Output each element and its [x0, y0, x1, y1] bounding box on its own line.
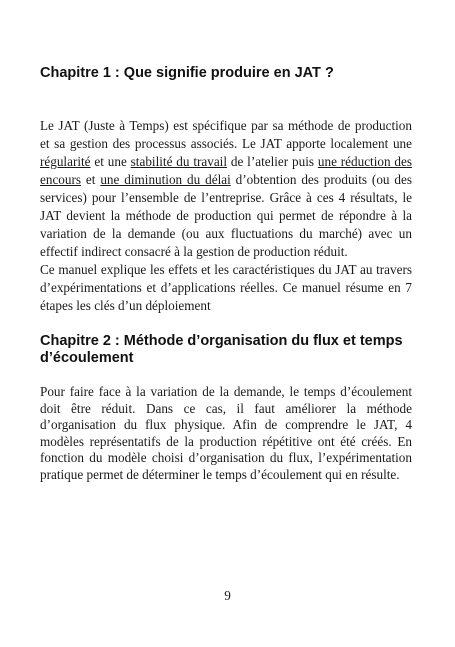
text-line	[40, 171, 412, 189]
text-line	[40, 153, 412, 171]
title-line: Chapitre 2 : Méthode d’organisation du flux et temps	[40, 333, 403, 349]
text-fragment: et	[81, 172, 101, 187]
text-line: Pour faire face à la variation de la demande, le temps d’écoulement	[40, 384, 412, 399]
chapter-2-paragraph-1	[40, 384, 412, 483]
page-number: 9	[224, 588, 231, 603]
text-line: étapes les clés d’un déploiement	[40, 298, 211, 313]
text-line: fonction du modèle choisi d’organisation du flux, l’expérimentation	[40, 450, 412, 465]
chapter-1-paragraph-1	[40, 117, 412, 261]
text-line: Le JAT (Juste à Temps) est spécifique par sa méthode de production	[40, 118, 412, 133]
text-line: Ce manuel explique les effets et les caractéristiques du JAT au travers	[40, 262, 412, 277]
underlined-term: régularité	[40, 154, 91, 169]
text-fragment: et une	[90, 154, 131, 169]
chapter-1-paragraph-2	[40, 261, 412, 315]
text-line: variation de la demande (ou aux fluctuations du marché) avec un	[40, 226, 412, 241]
text-line: d’expérimentations et d’applications réelles. Ce manuel résume en 7	[40, 280, 412, 295]
chapter-2-title	[40, 333, 403, 367]
text-line: JAT devient la méthode de production qui permet de répondre à la	[40, 208, 412, 223]
underlined-term: encours	[40, 172, 82, 187]
chapter-1-title: Chapitre 1 : Que signifie produire en JAT ?	[40, 65, 334, 81]
text-fragment: de l’atelier puis	[227, 154, 318, 169]
text-fragment: d’obtention des produits (ou des	[230, 172, 412, 187]
underlined-term: une réduction des	[317, 154, 413, 169]
text-line: pratique permet de déterminer le temps d’écoulement qui en résulte.	[40, 466, 400, 482]
text-line: modèles représentatifs de la production répétitive ont été créés. En	[40, 433, 412, 449]
text-line: effectif indirect consacré à la gestion de production réduit.	[40, 244, 348, 259]
text-line: d’organisation du flux physique. Afin de comprendre le JAT, 4	[40, 417, 412, 432]
text-line: services) pour l’ensemble de l’entreprise. Grâce à ces 4 résultats, le	[40, 190, 412, 205]
text-line: doit être réduit. Dans ce cas, il faut améliorer la méthode	[40, 400, 412, 416]
text-line: et sa gestion des processus associés. Le JAT apporte localement une	[40, 136, 412, 151]
title-line: d’écoulement	[40, 350, 134, 366]
underlined-term: une diminution du délai	[100, 172, 231, 187]
underlined-term: stabilité du travail	[130, 154, 228, 169]
